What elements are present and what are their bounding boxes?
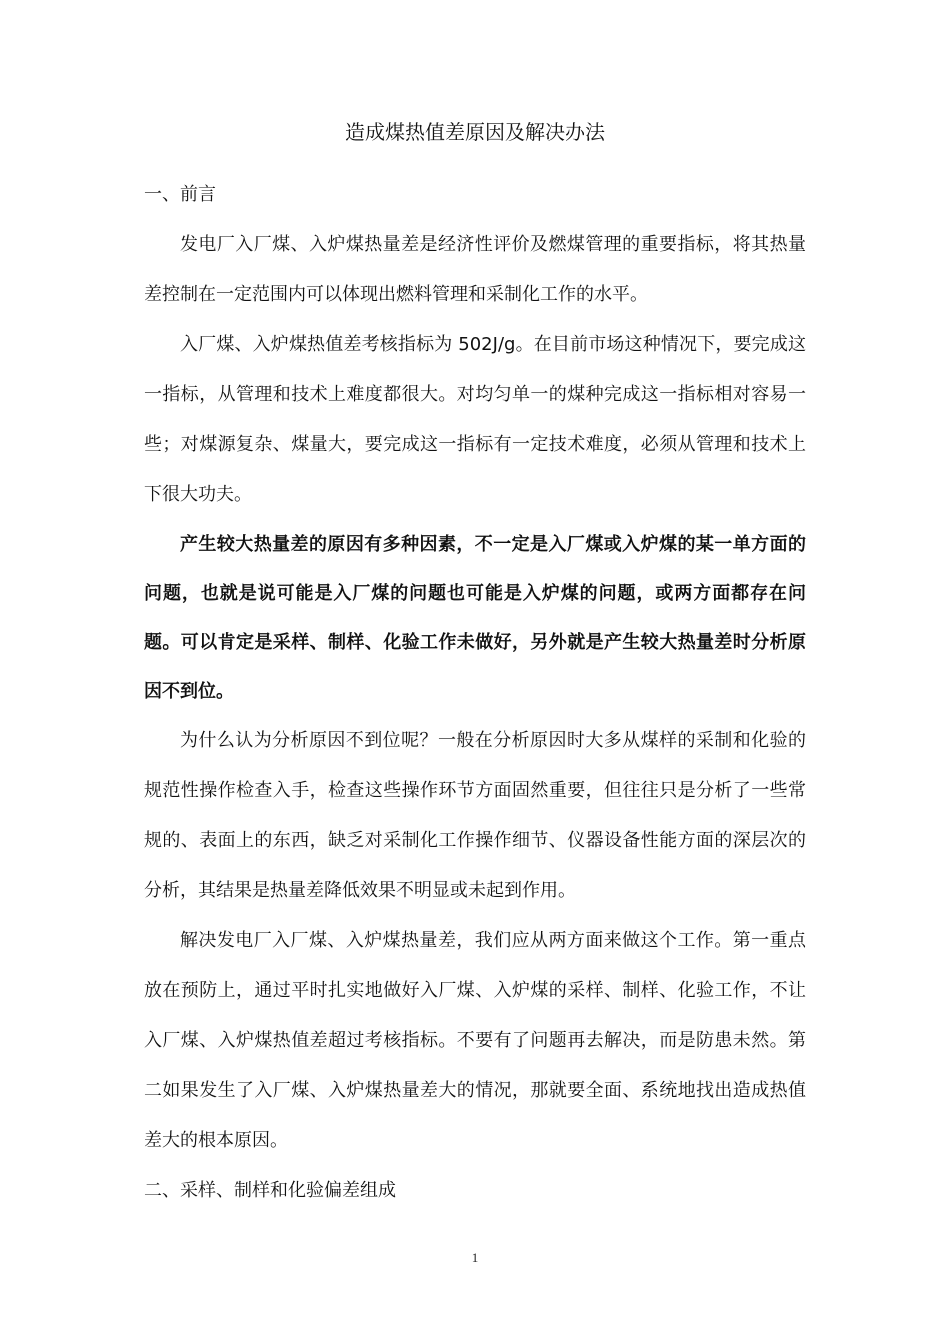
document-body: [144, 114, 806, 1216]
paragraph-causes-bold: 产生较大热量差的原因有多种因素，不一定是入厂煤或入炉煤的某一单方面的问题，也就是说可能是入厂煤的问题也可能是入炉煤的问题，或两方面都存在问题。可以肯定是采样、制样、化验工作未做好，另外就是产生较大热量差时分析原因不到位。: [144, 534, 806, 702]
paragraph-assessment-target: 入厂煤、入炉煤热值差考核指标为 502J/g。在目前市场这种情况下，要完成这一指标，从管理和技术上难度都很大。对均匀单一的煤种完成这一指标相对容易一些；对煤源复杂、煤量大，要完成这一指标有一定技术难度，必须从管理和技术上下很大功夫。: [144, 334, 806, 505]
section-heading-deviation-components: 二、采样、制样和化验偏差组成: [144, 1180, 396, 1201]
section-heading-preface: 一、前言: [144, 184, 216, 205]
paragraph-heat-difference-importance: 发电厂入厂煤、入炉煤热量差是经济性评价及燃煤管理的重要指标，将其热量差控制在一定范围内可以体现出燃料管理和采制化工作的水平。: [144, 234, 806, 305]
page-number: 1: [471, 1250, 479, 1265]
paragraph-analysis-insufficient: 为什么认为分析原因不到位呢？一般在分析原因时大多从煤样的采制和化验的规范性操作检查入手，检查这些操作环节方面固然重要，但往往只是分析了一些常规的、表面上的东西，缺乏对采制化工作操作细节、仪器设备性能方面的深层次的分析，其结果是热量差降低效果不明显或未起到作用。: [144, 730, 806, 901]
paragraph-solution-approach: 解决发电厂入厂煤、入炉煤热量差，我们应从两方面来做这个工作。第一重点放在预防上，通过平时扎实地做好入厂煤、入炉煤的采样、制样、化验工作，不让入厂煤、入炉煤热值差超过考核指标。不要有了问题再去解决，而是防患未然。第二如果发生了入厂煤、入炉煤热量差大的情况，那就要全面、系统地找出造成热值差大的根本原因。: [144, 930, 806, 1151]
document-title: 造成煤热值差原因及解决办法: [345, 120, 605, 144]
